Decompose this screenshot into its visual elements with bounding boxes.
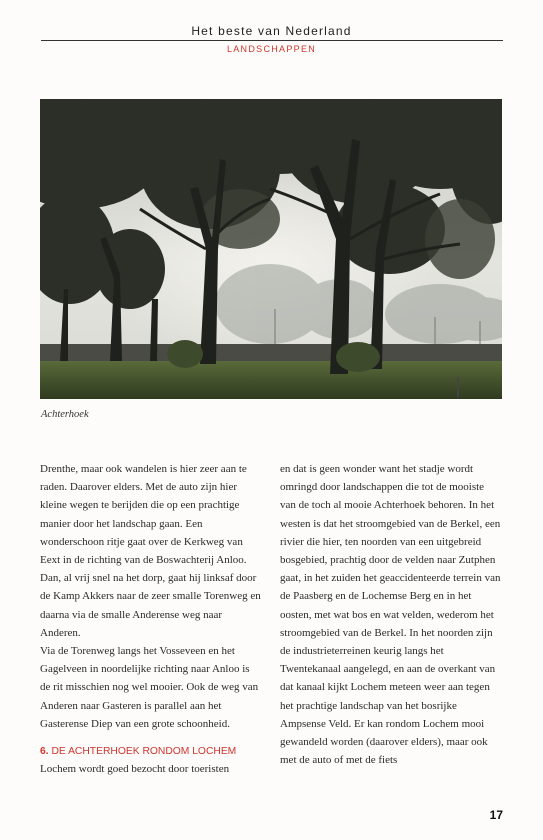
paragraph: Drenthe, maar ook wandelen is hier zeer aan te raden. Daarover elders. Met de auto zijn hier kleine wegen te berijden die op een prachtige manier door het landschap gaan. Een wonderschoon ritje gaat over de Kerkweg van Eext in de richting van de Boswachterij Anloo. Dan, al vrij snel na het dorp, gaat hij linksaf door de Kamp Akkers naar de zeer smalle Torenweg en daarna via de smalle Anderense weg naar Anderen.: [40, 463, 261, 639]
paragraph: Via de Torenweg langs het Vosseveen en het Gagelveen in noordelijke richting naar Anloo is de rit misschien nog wel mooier. Ook de weg van Anderen naar Gasteren is parallel aan het Gasterense Diep van een grote schoonheid.: [40, 645, 259, 730]
landscape-photo: [40, 99, 502, 399]
text-column-left: [40, 460, 262, 778]
section-label: LANDSCHAPPEN: [226, 44, 317, 54]
paragraph: Lochem wordt goed bezocht door toeristen: [40, 763, 230, 776]
photo-caption: Achterhoek: [41, 409, 89, 420]
paragraph: en dat is geen wonder want het stadje wordt omringd door landschappen die tot de mooiste van de toch al mooie Achterhoek behoren. In het westen is dat het stroomgebied van de Berkel, een rivier die hier, ten noorden van een uitgebreid bosgebied, prachtig door de velden naar Zutphen gaat, in het zuiden het geaccidenteerde terrein van de Paasberg en de Lochemse Berg en in het oosten, met wat bos en wat velden, wederom het stroomgebied van de Berkel. In het noorden zijn de industrieterreinen keurig langs het Twentekanaal aangelegd, en aan de overkant van dat kanaal kijkt Lochem meteen weer aan tegen het prachtige landschap van het bosrijke Ampsense Veld. Er kan rondom Lochem mooi gewandeld worden (daarover elders), maar ook met de auto of met de fiets: [280, 463, 501, 767]
section-title: DE ACHTERHOEK RONDOM LOCHEM: [51, 746, 237, 758]
page-number: 17: [489, 808, 503, 822]
book-title: Het beste van Nederland: [191, 24, 352, 38]
text-column-right: [280, 460, 502, 769]
header-rule: [41, 40, 503, 41]
section-number: 6.: [40, 746, 49, 758]
section-heading: [40, 744, 262, 760]
running-header: [0, 24, 543, 38]
